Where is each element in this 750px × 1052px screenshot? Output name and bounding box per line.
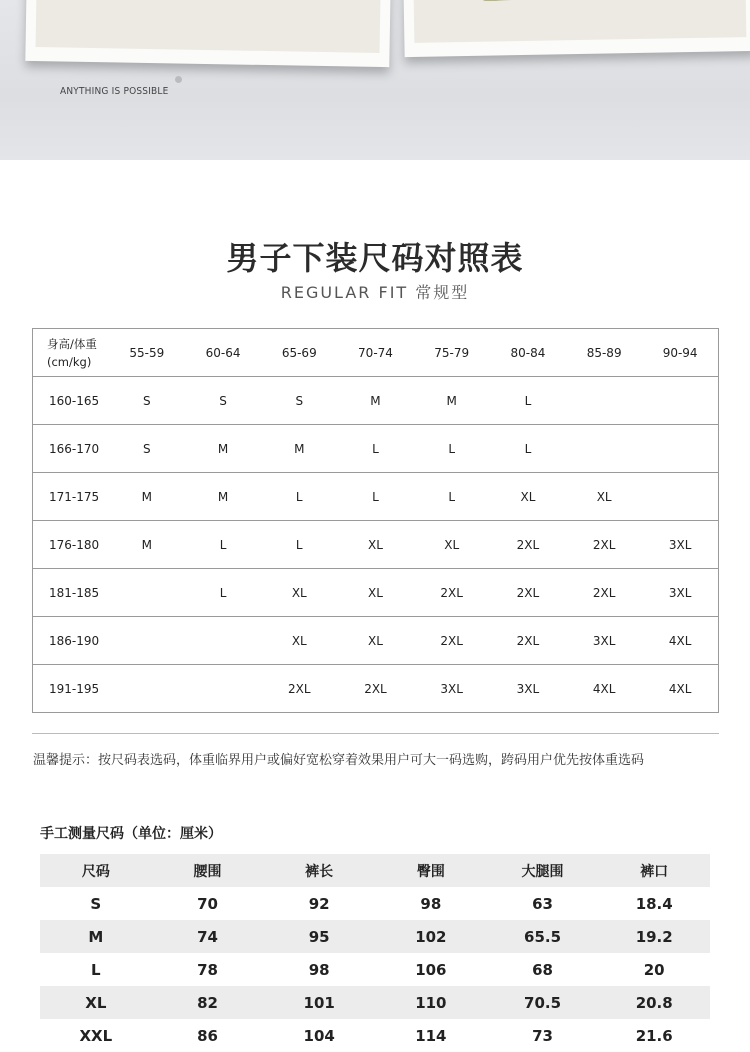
size-cell: XL [261, 569, 337, 617]
size-cell: S [185, 377, 261, 425]
weight-header: 80-84 [490, 329, 566, 377]
measure-cell: XL [40, 994, 152, 1012]
measure-cell: 尺码 [40, 861, 152, 881]
measure-cell: 82 [152, 994, 264, 1012]
size-cell: L [261, 473, 337, 521]
measure-cell: 110 [375, 994, 487, 1012]
size-cell: 3XL [414, 665, 490, 713]
size-cell [185, 665, 261, 713]
divider [32, 733, 719, 734]
weight-header: 65-69 [261, 329, 337, 377]
measure-cell: 21.6 [598, 1027, 710, 1045]
size-cell: 4XL [642, 665, 718, 713]
size-cell: 3XL [642, 569, 718, 617]
table-row [40, 986, 710, 1019]
height-label: 186-190 [33, 617, 109, 665]
measure-cell: 20.8 [598, 994, 710, 1012]
weight-header: 90-94 [642, 329, 718, 377]
table-row [33, 569, 719, 617]
measure-cell: 102 [375, 928, 487, 946]
measure-cell: 18.4 [598, 895, 710, 913]
size-cell: M [109, 521, 185, 569]
size-cell [109, 665, 185, 713]
table-row [40, 887, 710, 920]
weight-header: 75-79 [414, 329, 490, 377]
size-cell: 2XL [261, 665, 337, 713]
measure-cell: 78 [152, 961, 264, 979]
size-cell: M [337, 377, 413, 425]
size-cell: M [414, 377, 490, 425]
size-cell: M [185, 473, 261, 521]
measure-cell: 74 [152, 928, 264, 946]
measure-header-row [40, 854, 710, 887]
measure-cell: 114 [375, 1027, 487, 1045]
size-cell [185, 617, 261, 665]
size-cell: XL [261, 617, 337, 665]
weight-header: 70-74 [337, 329, 413, 377]
size-cell: 2XL [414, 617, 490, 665]
size-cell: XL [337, 521, 413, 569]
measure-cell: 70.5 [487, 994, 599, 1012]
height-label: 160-165 [33, 377, 109, 425]
height-label: 191-195 [33, 665, 109, 713]
weight-header: 85-89 [566, 329, 642, 377]
size-chart-table [32, 328, 719, 713]
size-cell: L [261, 521, 337, 569]
size-cell: 2XL [337, 665, 413, 713]
height-label: 171-175 [33, 473, 109, 521]
measure-cell: 裤长 [263, 861, 375, 881]
measure-cell: 70 [152, 895, 264, 913]
size-cell: XL [337, 569, 413, 617]
size-cell: 3XL [490, 665, 566, 713]
product-banner [0, 0, 750, 160]
page-title: 男子下装尺码对照表 [0, 233, 750, 279]
measure-title: 手工测量尺码（单位：厘米） [40, 823, 222, 843]
height-label: 166-170 [33, 425, 109, 473]
brand-tagline: ANYTHING IS POSSIBLE [60, 86, 169, 97]
corner-label-bottom: (cm/kg) [47, 353, 109, 371]
size-cell [566, 425, 642, 473]
size-cell [642, 473, 718, 521]
size-cell: 2XL [566, 569, 642, 617]
measure-cell: 20 [598, 961, 710, 979]
size-cell: L [185, 521, 261, 569]
measure-cell: 68 [487, 961, 599, 979]
size-cell: L [414, 425, 490, 473]
measure-cell: 19.2 [598, 928, 710, 946]
size-cell [109, 569, 185, 617]
product-photo-left [25, 0, 390, 67]
table-row [40, 953, 710, 986]
weight-header: 55-59 [109, 329, 185, 377]
measure-cell: 98 [375, 895, 487, 913]
size-cell: XL [490, 473, 566, 521]
measure-table [40, 854, 710, 1052]
corner-header [33, 329, 109, 377]
size-cell: S [109, 377, 185, 425]
size-cell: 3XL [566, 617, 642, 665]
height-label: 181-185 [33, 569, 109, 617]
product-photo-right [403, 0, 750, 57]
size-cell: S [109, 425, 185, 473]
table-row [33, 425, 719, 473]
shoe-image [468, 0, 528, 1]
size-cell: 2XL [490, 617, 566, 665]
weight-header: 60-64 [185, 329, 261, 377]
size-cell: L [490, 377, 566, 425]
corner-label-top: 身高/体重 [47, 335, 109, 353]
size-cell: L [337, 425, 413, 473]
measure-cell: L [40, 961, 152, 979]
size-cell: XL [414, 521, 490, 569]
size-cell: 4XL [566, 665, 642, 713]
size-cell [566, 377, 642, 425]
size-cell: 2XL [490, 569, 566, 617]
size-cell: 4XL [642, 617, 718, 665]
measure-cell: 大腿围 [487, 861, 599, 881]
size-cell: S [261, 377, 337, 425]
size-cell: 3XL [642, 521, 718, 569]
height-label: 176-180 [33, 521, 109, 569]
size-cell: L [414, 473, 490, 521]
size-cell: XL [337, 617, 413, 665]
measure-cell: M [40, 928, 152, 946]
size-cell: L [490, 425, 566, 473]
measure-cell: 腰围 [152, 861, 264, 881]
measure-cell: XXL [40, 1027, 152, 1045]
table-row [33, 377, 719, 425]
size-cell [642, 425, 718, 473]
size-cell [109, 617, 185, 665]
measure-cell: 63 [487, 895, 599, 913]
measure-cell: 裤口 [598, 861, 710, 881]
size-cell [642, 377, 718, 425]
size-cell: 2XL [414, 569, 490, 617]
table-row [33, 473, 719, 521]
measure-cell: 98 [263, 961, 375, 979]
size-cell: L [337, 473, 413, 521]
measure-cell: 101 [263, 994, 375, 1012]
size-chart-header-row [33, 329, 719, 377]
measure-cell: 臀围 [375, 861, 487, 881]
measure-cell: 95 [263, 928, 375, 946]
size-cell: M [261, 425, 337, 473]
measure-cell: S [40, 895, 152, 913]
table-row [33, 665, 719, 713]
size-cell: M [185, 425, 261, 473]
table-row [40, 920, 710, 953]
measure-cell: 65.5 [487, 928, 599, 946]
measure-cell: 92 [263, 895, 375, 913]
measure-cell: 106 [375, 961, 487, 979]
size-cell: 2XL [566, 521, 642, 569]
table-row [40, 1019, 710, 1052]
size-tip: 温馨提示：按尺码表选码，体重临界用户或偏好宽松穿着效果用户可大一码选购，跨码用户优先按体重选码 [33, 749, 644, 768]
size-cell: XL [566, 473, 642, 521]
size-cell: M [109, 473, 185, 521]
measure-cell: 86 [152, 1027, 264, 1045]
page-subtitle: REGULAR FIT 常规型 [0, 280, 750, 303]
pin-icon [175, 76, 182, 83]
size-cell: 2XL [490, 521, 566, 569]
table-row [33, 521, 719, 569]
measure-cell: 104 [263, 1027, 375, 1045]
size-cell: L [185, 569, 261, 617]
table-row [33, 617, 719, 665]
measure-cell: 73 [487, 1027, 599, 1045]
